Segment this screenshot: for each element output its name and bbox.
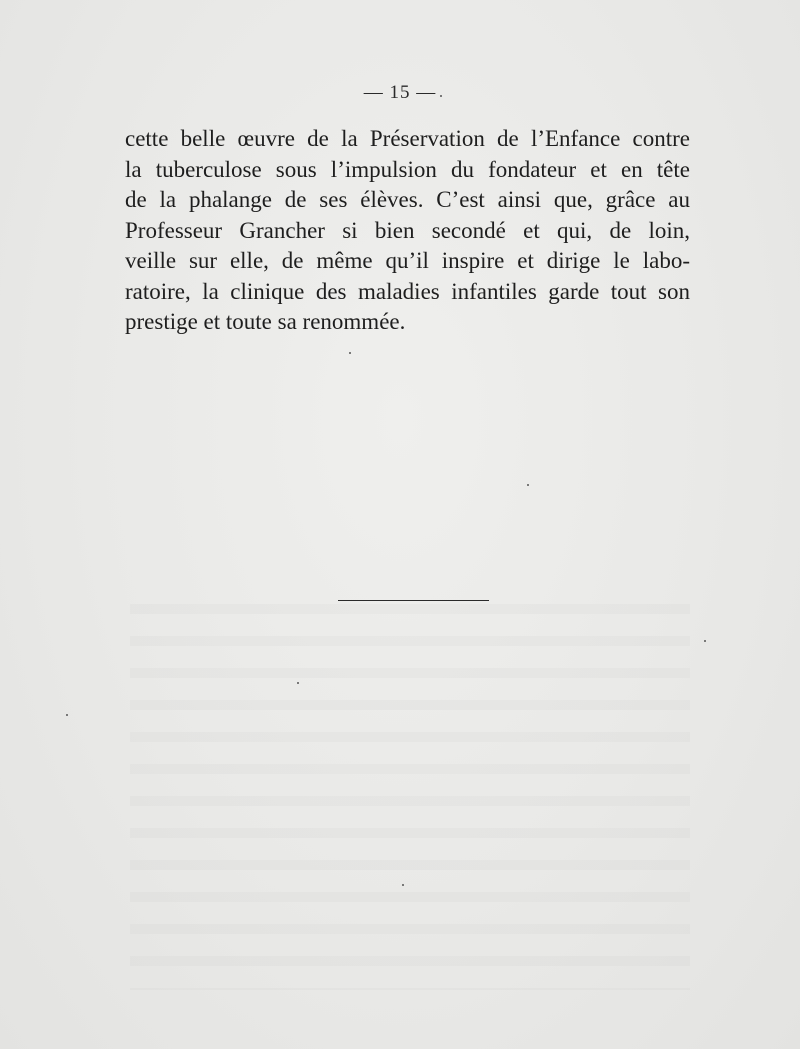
text-line: la tuberculose sous l’impulsion du fondateur et en tête [125,156,690,182]
paper-speck [349,352,351,354]
page-number: — 15 — [363,82,437,103]
paragraph [125,124,690,338]
paper-speck [704,640,706,642]
paper-speck [402,884,404,886]
paper-speck [66,714,68,716]
text-line: Professeur Grancher si bien secondé et qui, de loin, [125,217,690,243]
text-line: de la phalange de ses élèves. C’est ainsi que, grâce au [125,187,690,212]
text-line: veille sur elle, de même qu’il inspire et dirige le labo- [125,248,690,273]
text-line: prestige et toute sa renommée. [125,309,406,334]
text-line: cette belle œuvre de la Préservation de l’Enfance contre [125,126,690,151]
show-through-text [130,590,690,990]
section-divider [338,600,489,601]
paper-speck [297,682,299,684]
paper-speck [527,484,529,486]
paper-speck [440,95,442,97]
text-line: ratoire, la clinique des maladies infantiles garde tout son [125,278,690,304]
